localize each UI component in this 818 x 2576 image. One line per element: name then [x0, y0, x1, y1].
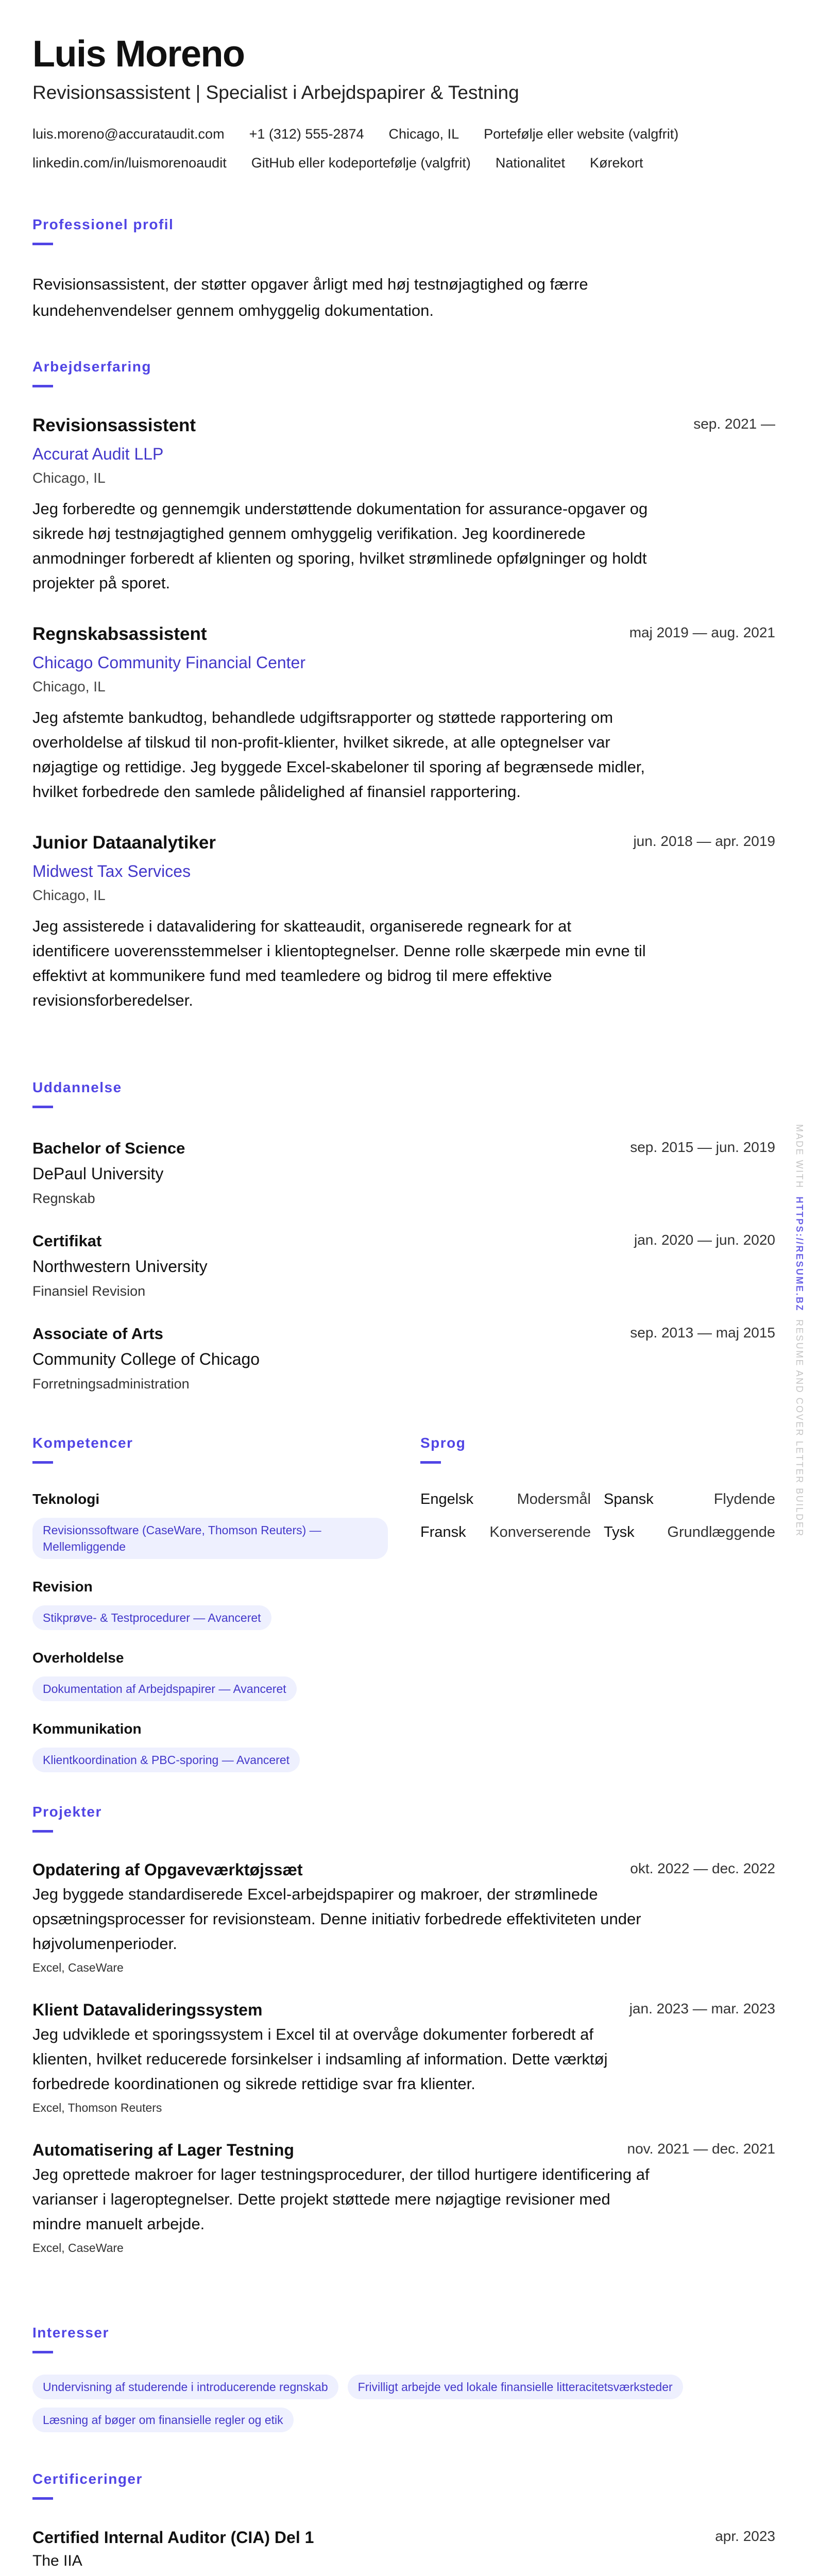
project-date: jan. 2023 — mar. 2023 [629, 2001, 775, 2016]
profile-section [32, 215, 775, 324]
certification-name: Certified Internal Auditor (CIA) Del 1 [32, 2528, 314, 2547]
project-name: Opdatering af Opgaveværktøjssæt [32, 1860, 303, 1879]
section-title: Interesser [32, 2325, 109, 2341]
skill-chip: Klientkoordination & PBC-sporing — Avanceret [32, 1748, 300, 1772]
skill-category: Overholdelse [32, 1650, 124, 1666]
language-item [604, 1489, 775, 1510]
language-list [420, 1489, 775, 1543]
section-title: Uddannelse [32, 1079, 122, 1095]
languages-section [420, 1434, 775, 1772]
skill-group [32, 1648, 388, 1701]
contact-email[interactable]: luis.moreno@accurataudit.com [32, 126, 225, 142]
candidate-name: Luis Moreno [32, 33, 245, 75]
section-title: Sprog [420, 1435, 466, 1451]
skill-chip: Dokumentation af Arbejdspapirer — Avanceret [32, 1676, 297, 1701]
certification-issuer: The IIA [32, 2552, 82, 2569]
project-description: Jeg udviklede et sporingssystem i Excel til at overvåge dokumenter forberedt af klienten, hvilket reducerede forsinkelser i indsamling af information. Dette værktøj forbedrede koordinationen og sikrede rettidige svar fra klienter. [32, 2025, 608, 2093]
contact-nationality: Nationalitet [495, 155, 565, 171]
skill-group [32, 1489, 388, 1559]
project-item [32, 2138, 775, 2259]
contact-github[interactable]: GitHub eller kodeportefølje (valgfrit) [251, 155, 471, 171]
section-title: Certificeringer [32, 2471, 143, 2487]
project-list [32, 1857, 775, 2259]
language-item [604, 1522, 775, 1543]
education-date: sep. 2013 — maj 2015 [630, 1325, 775, 1341]
section-divider [32, 1106, 53, 1108]
section-title: Arbejdserfaring [32, 359, 151, 375]
skill-group [32, 1719, 388, 1772]
watermark [791, 1124, 806, 1537]
experience-item [32, 830, 775, 1013]
candidate-headline: Revisionsassistent | Specialist i Arbejdspapirer & Testning [32, 82, 519, 103]
section-divider [32, 1461, 53, 1464]
project-date: nov. 2021 — dec. 2021 [627, 2141, 775, 2157]
skills-section [32, 1434, 388, 1772]
language-item [420, 1489, 591, 1510]
job-location: Chicago, IL [32, 470, 106, 486]
project-tools: Excel, Thomson Reuters [32, 2101, 162, 2114]
job-location: Chicago, IL [32, 679, 106, 694]
education-item [32, 1136, 775, 1211]
section-divider [32, 2351, 53, 2353]
education-item [32, 1229, 775, 1303]
job-description: Jeg forberedte og gennemgik understøttende dokumentation for assurance-opgaver og sikrede høj testnøjagtighed gennem omhyggelig verifikation. Jeg koordinerede anmodninger forberedt af klienten og sporing, hvilket strømlinede opfølgninger og holdt projekter på sporet. [32, 500, 648, 592]
experience-section [32, 358, 775, 1013]
contact-linkedin[interactable]: linkedin.com/in/luismorenoaudit [32, 155, 227, 171]
profile-summary: Revisionsassistent, der støtter opgaver årligt med høj testnøjagtighed og færre kundehenvendelser gennem omhyggelig dokumentation. [32, 275, 588, 319]
section-title: Kompetencer [32, 1435, 133, 1451]
education-date: sep. 2015 — jun. 2019 [630, 1139, 775, 1155]
language-name: Engelsk [420, 1491, 474, 1507]
field-of-study: Forretningsadministration [32, 1376, 190, 1392]
skill-group [32, 1577, 388, 1630]
project-name: Automatisering af Lager Testning [32, 2141, 294, 2159]
skill-category: Revision [32, 1579, 93, 1595]
project-date: okt. 2022 — dec. 2022 [630, 1860, 775, 1876]
project-description: Jeg byggede standardiserede Excel-arbejdspapirer og makroer, der strømlinede opsætningsprocesser for revisionsteam. Denne initiativ forbedrede effektiviteten under højvolumenperioder. [32, 1885, 641, 1953]
interest-chip: Læsning af bøger om finansielle regler og etik [32, 2408, 294, 2432]
language-name: Fransk [420, 1524, 466, 1540]
language-level: Grundlæggende [667, 1524, 775, 1540]
skills-list [32, 1489, 388, 1772]
school-name: DePaul University [32, 1164, 164, 1183]
job-location: Chicago, IL [32, 887, 106, 903]
degree: Bachelor of Science [32, 1139, 185, 1157]
project-item [32, 1997, 775, 2119]
education-date: jan. 2020 — jun. 2020 [634, 1232, 775, 1248]
section-divider [420, 1461, 441, 1464]
project-item [32, 1857, 775, 1979]
project-tools: Excel, CaseWare [32, 2241, 124, 2255]
watermark-suffix: RESUME AND COVER LETTER BUILDER [794, 1319, 805, 1537]
field-of-study: Regnskab [32, 1191, 95, 1206]
certifications-section [32, 2470, 775, 2572]
contact-info [32, 124, 775, 173]
experience-item [32, 621, 775, 804]
language-name: Tysk [604, 1524, 635, 1540]
field-of-study: Finansiel Revision [32, 1283, 146, 1299]
skill-chip: Revisionssoftware (CaseWare, Thomson Reuters) — Mellemliggende [32, 1518, 388, 1559]
language-item [420, 1522, 591, 1543]
skill-category: Kommunikation [32, 1721, 142, 1737]
job-date: jun. 2018 — apr. 2019 [633, 833, 775, 849]
section-divider [32, 385, 53, 387]
certification-list [32, 2525, 775, 2572]
education-section [32, 1078, 775, 1396]
interest-chip: Frivilligt arbejde ved lokale finansielle litteracitetsværksteder [348, 2375, 683, 2399]
education-item [32, 1321, 775, 1396]
interest-chip: Undervisning af studerende i introducerende regnskab [32, 2375, 338, 2399]
certification-date: apr. 2023 [715, 2528, 775, 2544]
job-title: Junior Dataanalytiker [32, 833, 216, 853]
degree: Certifikat [32, 1232, 102, 1250]
company-name: Midwest Tax Services [32, 862, 191, 880]
section-divider [32, 1830, 53, 1833]
projects-section [32, 1803, 775, 2259]
contact-portfolio[interactable]: Portefølje eller website (valgfrit) [484, 126, 679, 142]
language-level: Modersmål [517, 1491, 591, 1507]
project-name: Klient Datavalideringssystem [32, 2001, 263, 2019]
watermark-prefix: MADE WITH [794, 1124, 805, 1189]
contact-row [32, 124, 775, 144]
school-name: Community College of Chicago [32, 1350, 260, 1368]
skill-chip: Stikprøve- & Testprocedurer — Avanceret [32, 1605, 271, 1630]
company-name: Accurat Audit LLP [32, 445, 164, 463]
contact-location: Chicago, IL [388, 126, 459, 142]
contact-drivers-license: Kørekort [589, 155, 643, 171]
company-name: Chicago Community Financial Center [32, 653, 305, 672]
project-tools: Excel, CaseWare [32, 1961, 124, 1974]
job-date: maj 2019 — aug. 2021 [629, 624, 775, 640]
section-divider [32, 243, 53, 245]
job-title: Revisionsassistent [32, 415, 196, 435]
degree: Associate of Arts [32, 1325, 163, 1343]
experience-list [32, 413, 775, 1013]
skills-languages-row [32, 1434, 775, 1772]
interest-list [32, 2375, 775, 2432]
interests-section [32, 2324, 775, 2432]
school-name: Northwestern University [32, 1257, 208, 1276]
language-name: Spansk [604, 1491, 654, 1507]
section-title: Professionel profil [32, 216, 174, 232]
contact-phone[interactable]: +1 (312) 555-2874 [249, 126, 364, 142]
experience-item [32, 413, 775, 596]
job-description: Jeg assisterede i datavalidering for skatteaudit, organiserede regneark for at identificere uoverensstemmelser i klientoptegnelser. Denne rolle skærpede min evne til effektivt at kommunikere fund med teamledere og bidrog til mere effektive revisionsforberedelser. [32, 917, 646, 1009]
watermark-link[interactable]: HTTPS://RESUME.BZ [794, 1196, 805, 1312]
education-list [32, 1136, 775, 1396]
project-description: Jeg oprettede makroer for lager testningsprocedurer, der tillod hurtigere identificering af varianser i lageroptegnelser. Dette projekt støttede mere nøjagtige revisioner med mindre manuelt arbejde. [32, 2165, 650, 2233]
job-title: Regnskabsassistent [32, 624, 207, 644]
contact-row [32, 152, 775, 173]
section-title: Projekter [32, 1804, 102, 1820]
skill-category: Teknologi [32, 1491, 100, 1507]
language-level: Flydende [713, 1491, 775, 1507]
section-divider [32, 2497, 53, 2500]
job-date: sep. 2021 — [693, 416, 775, 432]
language-level: Konverserende [489, 1524, 591, 1540]
job-description: Jeg afstemte bankudtog, behandlede udgiftsrapporter og støttede rapportering om overholdelse af tilskud til non-profit-klienter, hvilket sikrede, at alle optegnelser var nøjagtige og rettidige. Jeg byggede Excel-skabeloner til sporing af begrænsede midler, hvilket forbedrede den samlede pålidelighed af finansiel rapportering. [32, 708, 645, 801]
certification-item [32, 2525, 775, 2572]
